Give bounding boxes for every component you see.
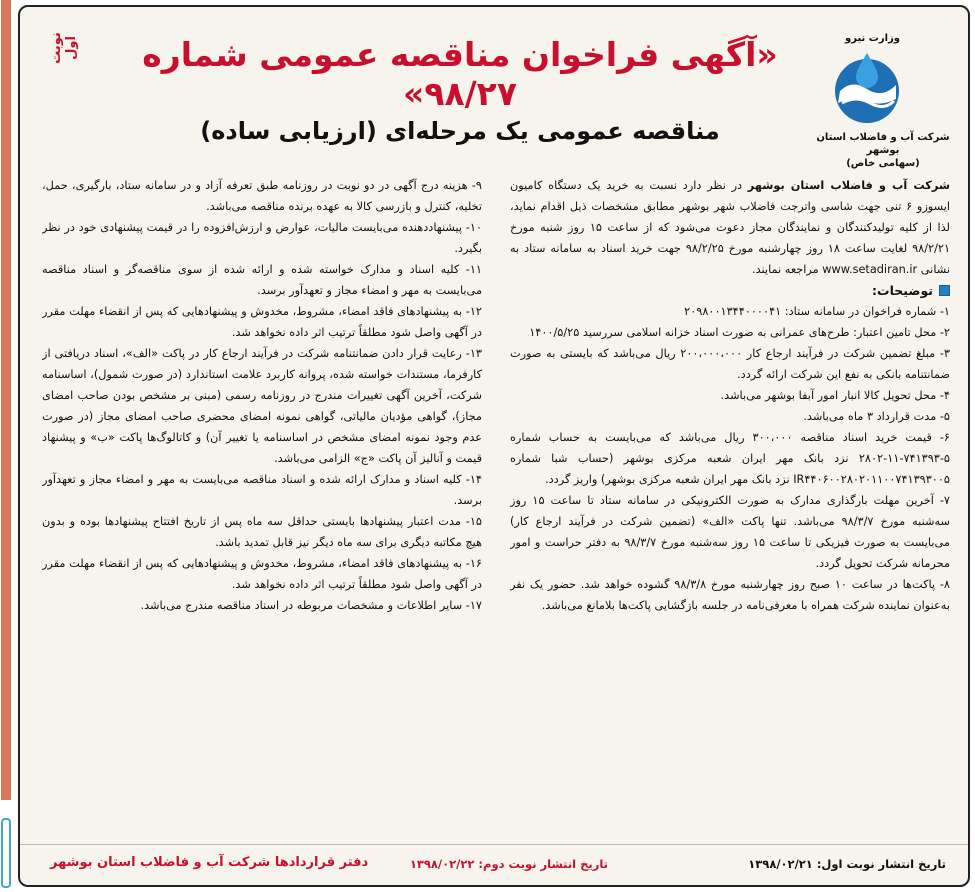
company-name-line1: شرکت آب و فاضلاب استان بوشهر — [816, 132, 950, 156]
second-publication-date: تاریخ انتشار نوبت دوم: ۱۳۹۸/۰۲/۲۲ — [409, 857, 608, 871]
water-drop-icon — [830, 51, 904, 125]
list-item: ۷- آخرین مهلت بارگذاری مدارک به صورت الکترونیکی در سامانه ستاد تا ساعت ۱۵ روز سه‌شنبه مورخ ۹۸/۳/۷ می‌باشد. تنها پاکت «الف» (تضمین شرکت در فرآیند ارجاع کار) می‌بایست به صورت فیزیکی تا ساعت ۱۵ روز سه‌شنبه مورخ ۹۸/۳/۷ به دفتر حراست و امور محرمانه شرکت تحویل گردد. — [510, 494, 950, 570]
square-bullet-icon — [939, 285, 950, 296]
footer — [20, 844, 968, 885]
list-item: ۱۶- به پیشنهادهای فاقد امضاء، مشروط، مخدوش و پیشنهادهایی که پس از انقضاء مهلت مقرر در آگهی واصل شود مطلقاً ترتیب اثر داده نخواهد شد. — [42, 557, 482, 591]
list-item: ۴- محل تحویل کالا انبار امور آبفا بوشهر می‌باشد. — [720, 389, 950, 402]
left-edge-marker — [1, 818, 11, 888]
first-publication-date: تاریخ انتشار نوبت اول: ۱۳۹۸/۰۲/۲۱ — [748, 857, 946, 871]
list-item: ۱۳- رعایت قرار دادن ضمانتنامه شرکت در فرآیند ارجاع کار در پاکت «الف»، اسناد دریافتی از کارفرما، مستندات خواسته شده، پروانه کاربرد علامت استاندارد (در صورت شمول)، اساسنامه شرکت، آخرین آگهی تغییرات مندرج در روزنامه رسمی (مبنی بر مشخص بودن صاحب امضای مجاز)، گواهی مؤدیان مالیاتی، گواهی نمونه امضای محضری صاحب امضای مجاز (در صورت عدم وجود نمونه امضای مشخص در اساسنامه یا تغییر آن) و کاتالوگ‌ها پاکت «ب» و پیشنهاد قیمت و آنالیز آن پاکت «ج» الزامی می‌باشد. — [42, 347, 482, 465]
intro-text: در نظر دارد نسبت به خرید یک دستگاه کامیون ایسوزو ۶ تنی جهت شاسی واترجت فاضلاب شهر بوشهر مطابق مشخصات ذیل اقدام نماید، لذا از کلیه تولیدکنندگان و نمایندگان مجاز دعوت می‌شود که از ساعت ۱۵ روز شنبه مورخ ۹۸/۲/۲۱ لغایت ساعت ۱۸ روز چهارشنبه مورخ ۹۸/۲/۲۵ جهت خرید اسناد به سامانه ستاد به نشانی www.setadiran.ir مراجعه نمایند. — [510, 179, 950, 276]
notes-heading — [510, 280, 950, 301]
intro-paragraph — [510, 175, 950, 280]
page-title: «آگهی فراخوان مناقصه عمومی شماره ۹۸/۲۷» — [142, 35, 778, 113]
list-item: ۱۲- به پیشنهادهای فاقد امضاء، مشروط، مخدوش و پیشنهادهایی که پس از انقضاء مهلت مقرر در آگهی واصل شود مطلقاً ترتیب اثر داده نخواهد شد. — [42, 305, 482, 339]
list-item: ۶- قیمت خرید اسناد مناقصه ۳۰۰،۰۰۰ ریال می‌باشد که می‌بایست به حساب شماره ۵-۷۴۱۳۹۳-۱۱-۲۸۰۲ نزد بانک مهر ایران شعبه مرکزی بوشهر (حساب شبا شماره IR۴۴۰۶۰۰۲۸۰۲۰۱۱۰۰۷۴۱۳۹۳۰۰۵ نزد بانک مهر ایران شعبه مرکزی بوشهر) واریز گردد. — [510, 431, 950, 486]
list-item: ۱۴- کلیه اسناد و مدارک ارائه شده و اسناد مناقصه می‌بایست به مهر و امضاء مجاز و تعهدآور برسد. — [42, 473, 482, 507]
list-item: ۳- مبلغ تضمین شرکت در فرآیند ارجاع کار ۲۰۰،۰۰۰،۰۰۰ ریال می‌باشد که بایستی به صورت ضمانتنامه بانکی به نفع این شرکت ارائه گردد. — [510, 347, 950, 381]
list-item: ۲- محل تامین اعتبار: طرح‌های عمرانی به صورت اسناد خزانه اسلامی سررسید ۱۴۰۰/۵/۲۵ — [529, 326, 950, 339]
list-item: ۱- شماره فراخوان در سامانه ستاد: ۲۰۹۸۰۰۱۳۴۴۰۰۰۰۴۱ — [684, 305, 950, 318]
company-name — [808, 131, 958, 170]
list-item: ۱۷- سایر اطلاعات و مشخصات مربوطه در اسناد مناقصه مندرج می‌باشد. — [140, 599, 482, 612]
list-item: ۸- پاکت‌ها در ساعت ۱۰ صبح روز چهارشنبه مورخ ۹۸/۳/۸ گشوده خواهد شد. حضور یک نفر به‌عنوان نماینده شرکت همراه با معرفی‌نامه در جلسه بازگشایی پاکت‌ها بلامانع می‌باشد. — [510, 578, 950, 612]
first-publication-badge: نوبت اول — [49, 32, 79, 64]
right-column — [510, 175, 950, 835]
list-item: ۹- هزینه درج آگهی در دو نوبت در روزنامه طبق تعرفه آزاد و در سامانه ستاد، بارگیری، حمل، تخلیه، کنترل و بازرسی کالا به عهده برنده مناقصه می‌باشد. — [42, 179, 482, 213]
left-edge-strip — [0, 0, 14, 892]
list-item: ۱۱- کلیه اسناد و مدارک خواسته شده و ارائه شده از سوی مناقصه‌گر و اسناد مناقصه می‌بایست به مهر و امضاء مجاز و تعهدآور برسد. — [42, 263, 482, 297]
list-item: ۱۰- پیشنهاددهنده می‌بایست مالیات، عوارض و ارزش‌افزوده را در قیمت پیشنهادی خود در نظر بگیرد. — [42, 221, 482, 255]
notes-heading-label: توضیحات: — [872, 283, 933, 298]
intro-company: شرکت آب و فاضلاب استان بوشهر — [747, 179, 950, 192]
company-name-line2: (سهامی خاص) — [846, 158, 920, 169]
list-item: ۵- مدت قرارداد ۳ ماه می‌باشد. — [803, 410, 950, 423]
tender-notice — [18, 5, 970, 887]
ministry-label: وزارت نیرو — [845, 33, 900, 44]
list-item: ۱۵- مدت اعتبار پیشنهادها بایستی حداقل سه ماه پس از تاریخ افتتاح پیشنهادها بوده و بدون هیچ مکاتبه دیگری برای سه ماه دیگر نیز قابل تمدید باشد. — [42, 515, 482, 549]
left-edge-bar — [1, 0, 11, 800]
company-logo — [808, 27, 958, 177]
left-column — [42, 175, 482, 835]
issuing-office: دفتر قراردادها شرکت آب و فاضلاب استان بوشهر — [50, 855, 369, 870]
page-subtitle: مناقصه عمومی یک مرحله‌ای (ارزیابی ساده) — [200, 117, 720, 145]
